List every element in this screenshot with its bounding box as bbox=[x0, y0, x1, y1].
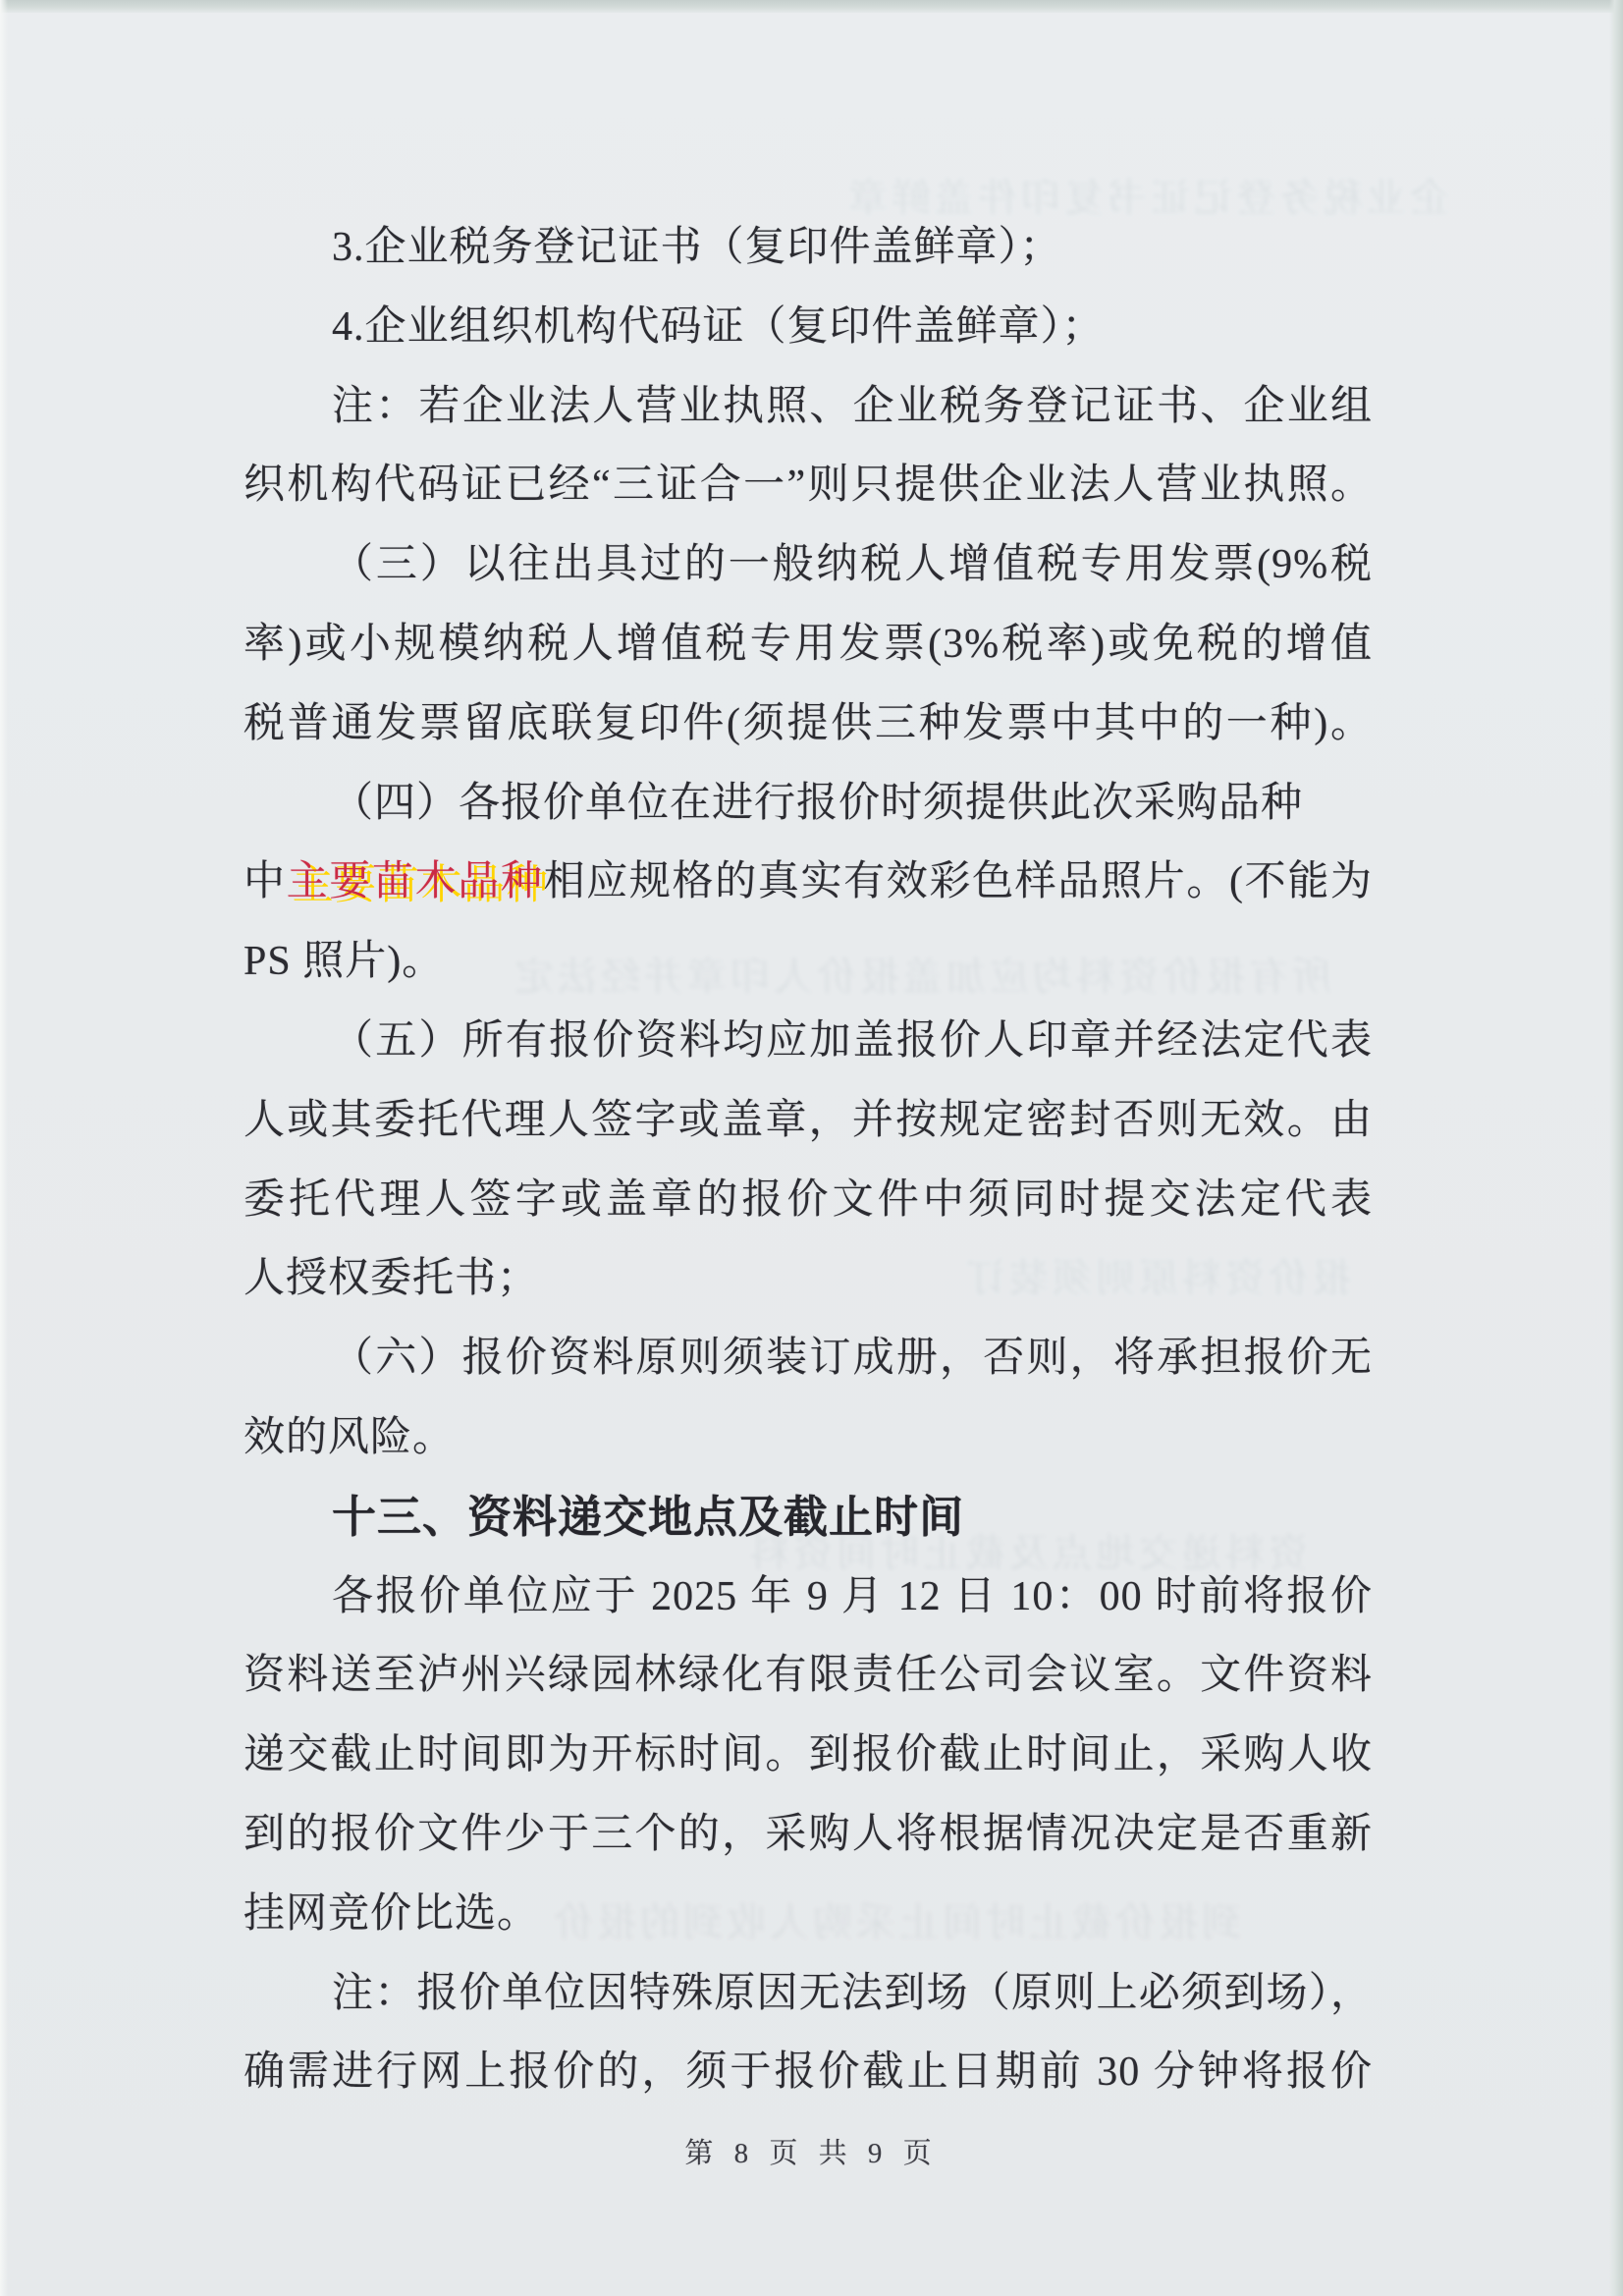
text-line: 挂网竞价比选。 bbox=[243, 1891, 540, 1937]
bleedthrough-ghost-text: 资料递交地点及截止时间资料 bbox=[746, 1531, 1308, 1575]
text-line: 率)或小规模纳税人增值税专用发票(3%税率)或免税的增值 bbox=[243, 622, 1373, 667]
text-line: 到的报价文件少于三个的，采购人将根据情况决定是否重新 bbox=[243, 1812, 1373, 1857]
page-number-footer: 第 8 页 共 9 页 bbox=[684, 2138, 939, 2169]
text-line: 资料送至泸州兴绿园林绿化有限责任公司会议室。文件资料 bbox=[243, 1653, 1373, 1698]
text-line: 注：报价单位因特殊原因无法到场（原则上必须到场）， bbox=[332, 1971, 1373, 2016]
text-line: （六）报价资料原则须装订成册，否则，将承担报价无 bbox=[332, 1336, 1373, 1381]
text-line: 递交截止时间即为开标时间。到报价截止时间止，采购人收 bbox=[243, 1732, 1373, 1777]
bleedthrough-ghost-text: 报价资料原则须装订 bbox=[962, 1256, 1351, 1300]
text-line: 效的风险。 bbox=[243, 1415, 456, 1460]
text-line: （三）以往出具过的一般纳税人增值税专用发票(9%税 bbox=[332, 542, 1373, 587]
text-line bbox=[243, 843, 1373, 921]
text-line: 税普通发票留底联复印件(须提供三种发票中其中的一种)。 bbox=[243, 701, 1373, 746]
section-heading: 十三、资料递交地点及截止时间 bbox=[332, 1492, 965, 1542]
text-line: 织机构代码证已经“三证合一”则只提供企业法人营业执照。 bbox=[243, 463, 1373, 508]
highlighted-term: 主要苗木品种 bbox=[286, 859, 544, 904]
text-segment: 中 bbox=[243, 859, 287, 904]
text-line: 人授权委托书； bbox=[243, 1256, 540, 1301]
text-segment: 相应规格的真实有效彩色样品照片。(不能为 bbox=[543, 859, 1373, 904]
text-line: PS 照片)。 bbox=[243, 939, 445, 984]
bleedthrough-ghost-text: 到报价截止时间止采购人收到的报价 bbox=[550, 1900, 1241, 1944]
text-line: 3.企业税务登记证书（复印件盖鲜章）； bbox=[332, 225, 1062, 270]
text-line: 确需进行网上报价的，须于报价截止日期前 30 分钟将报价 bbox=[243, 2050, 1373, 2095]
text-line: 各报价单位应于 2025 年 9 月 12 日 10：00 时前将报价 bbox=[332, 1574, 1373, 1619]
text-line: 4.企业组织机构代码证（复印件盖鲜章）； bbox=[332, 304, 1105, 350]
bleedthrough-ghost-text: 所有报价资料均应加盖报价人印章并经法定 bbox=[511, 955, 1331, 999]
text-line: 人或其委托代理人签字或盖章，并按规定密封否则无效。由 bbox=[243, 1098, 1373, 1143]
text-line: 委托代理人签字或盖章的报价文件中须同时提交法定代表 bbox=[243, 1177, 1373, 1223]
bleedthrough-ghost-text: 企业税务登记证书复印件盖鲜章 bbox=[844, 176, 1449, 220]
text-line: （五）所有报价资料均应加盖报价人印章并经法定代表 bbox=[332, 1018, 1373, 1064]
text-line: （四）各报价单位在进行报价时须提供此次采购品种 bbox=[332, 781, 1304, 826]
text-line: 注：若企业法人营业执照、企业税务登记证书、企业组 bbox=[332, 384, 1373, 429]
